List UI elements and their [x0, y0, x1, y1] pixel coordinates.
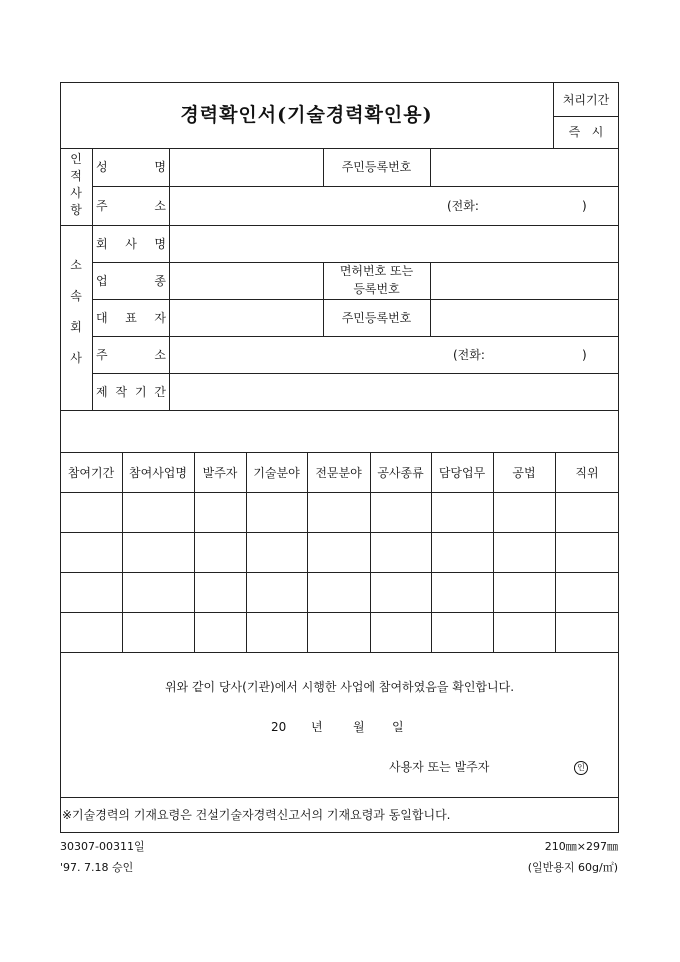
- blank-row: [61, 411, 618, 451]
- company-label-char: 속: [70, 289, 82, 303]
- col-header-method: 공법: [512, 466, 536, 480]
- rrn-field[interactable]: [431, 149, 618, 185]
- date-year: 20: [271, 720, 287, 734]
- license-field[interactable]: [431, 263, 618, 298]
- col-header-project: 참여사업명: [129, 466, 187, 480]
- confirmation-statement: 위와 같이 당사(기관)에서 시행한 사업에 참여하였음을 확인합니다.: [164, 680, 515, 694]
- personal-label-char: 사: [70, 186, 82, 200]
- date-month-unit: 월: [353, 720, 365, 734]
- date-year-unit: 년: [311, 720, 323, 734]
- paper-spec: (일반용지 60g/㎡): [527, 861, 618, 874]
- note-text: ※기술경력의 기재요령은 건설기술자경력신고서의 기재요령과 동일합니다.: [62, 808, 451, 822]
- approval-date: '97. 7.18 승인: [60, 861, 134, 874]
- company-label-char: 소: [70, 258, 82, 272]
- processing-period-value: 즉 시: [568, 125, 604, 139]
- personal-label-char: 적: [70, 169, 82, 183]
- col-header-client: 발주자: [202, 466, 238, 480]
- production-period-field[interactable]: [170, 374, 618, 409]
- company-section-label: [66, 250, 86, 374]
- phone-close: ): [582, 199, 587, 213]
- form-title: 경력확인서(기술경력확인용): [180, 104, 433, 126]
- company-label-char: 회: [70, 320, 82, 334]
- company-label-char: 사: [70, 351, 82, 365]
- col-header-duty: 담당업무: [438, 466, 486, 480]
- paper-size: 210㎜×297㎜: [544, 840, 618, 853]
- license-label-line1: 면허번호 또는: [339, 264, 414, 278]
- col-header-position: 직위: [575, 466, 599, 480]
- license-label-line2: 등록번호: [353, 282, 400, 296]
- address-label: 주 소: [96, 199, 166, 213]
- personal-label-char: 인: [70, 152, 82, 166]
- rep-rrn-field[interactable]: [431, 300, 618, 335]
- production-period-label: 제 작 기 간: [96, 385, 166, 399]
- representative-field[interactable]: [170, 300, 322, 335]
- company-name-field[interactable]: [170, 226, 618, 261]
- col-header-tech-field: 기술분야: [253, 466, 300, 480]
- name-field[interactable]: [170, 149, 322, 185]
- name-label: 성 명: [96, 160, 166, 174]
- personal-label-char: 항: [70, 203, 82, 217]
- personal-section-label: [66, 150, 86, 218]
- date-day-unit: 일: [392, 720, 404, 734]
- address-field[interactable]: [170, 187, 430, 224]
- col-header-specialty: 전문분야: [315, 466, 362, 480]
- seal-mark: [574, 759, 588, 775]
- company-name-label: 회 사 명: [96, 237, 166, 251]
- company-phone-close: ): [582, 348, 587, 362]
- phone-label: (전화:: [447, 199, 479, 213]
- processing-period-label: 처리기간: [562, 93, 610, 107]
- business-type-label: 업 종: [96, 274, 166, 288]
- business-type-field[interactable]: [170, 263, 322, 298]
- table-row[interactable]: [61, 573, 618, 611]
- company-address-field[interactable]: [170, 337, 430, 372]
- rrn-label: 주민등록번호: [341, 160, 412, 174]
- col-header-period: 참여기간: [67, 466, 115, 480]
- table-row[interactable]: [61, 613, 618, 651]
- company-phone-label: (전화:: [453, 348, 485, 362]
- representative-label: 대 표 자: [96, 311, 166, 325]
- form-number: 30307-00311일: [60, 840, 145, 853]
- company-address-label: 주 소: [96, 348, 166, 362]
- table-row[interactable]: [61, 533, 618, 571]
- col-header-work-type: 공사종류: [377, 466, 424, 480]
- rep-rrn-label: 주민등록번호: [341, 311, 412, 325]
- signer-label: 사용자 또는 발주자: [389, 760, 490, 774]
- table-row[interactable]: [61, 493, 618, 531]
- seal-icon: 인: [574, 761, 588, 775]
